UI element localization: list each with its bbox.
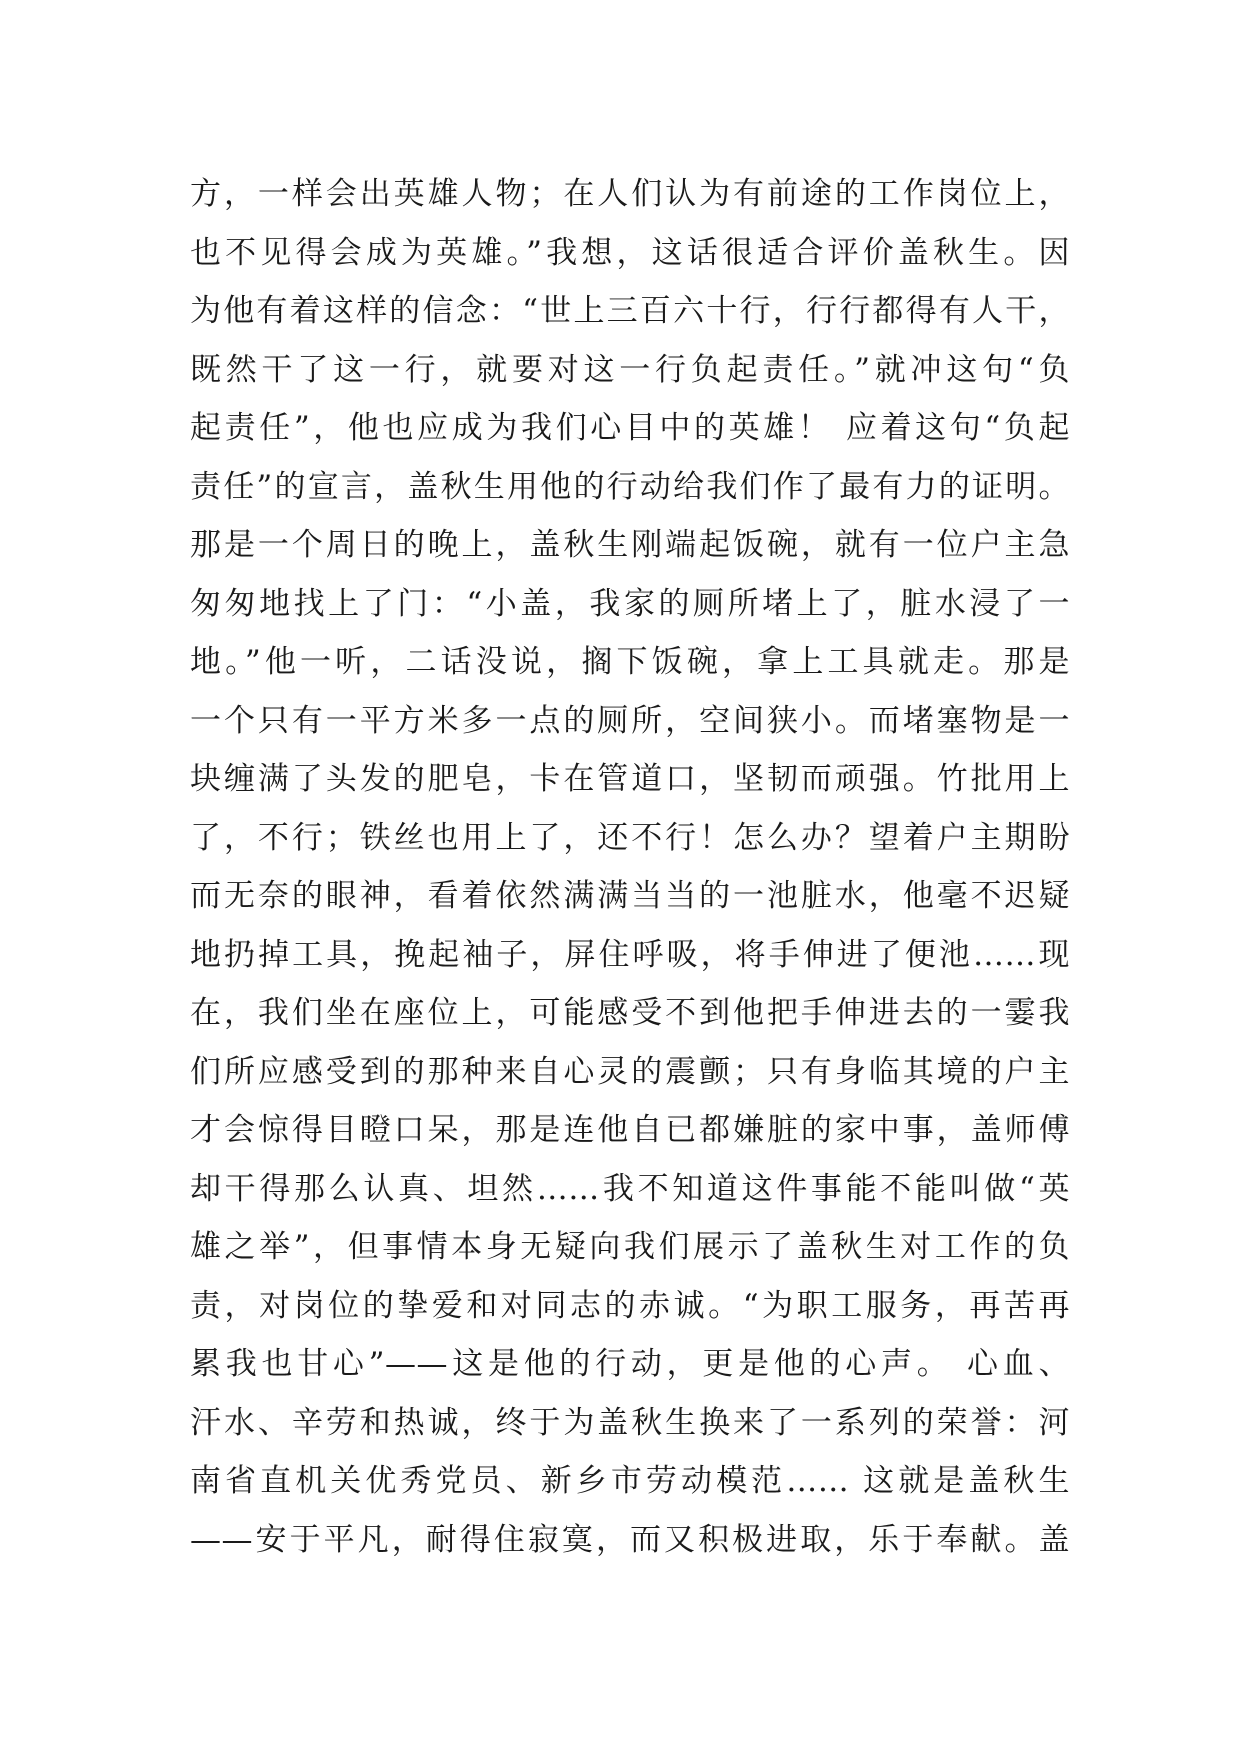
text-line-17: 才会惊得目瞪口呆，那是连他自已都嫌脏的家中事，盖师傅 xyxy=(190,1112,1070,1148)
text-line-19: 雄之举”，但事情本身无疑向我们展示了盖秋生对工作的负 xyxy=(190,1229,1070,1265)
text-line-11: 块缠满了头发的肥皂，卡在管道口，坚韧而顽强。竹批用上 xyxy=(190,761,1070,797)
text-line-8: 匆匆地找上了门：“小盖，我家的厕所堵上了，脏水浸了一 xyxy=(190,585,1070,622)
text-line-20: 责，对岗位的挚爱和对同志的赤诚。“为职工服务，再苦再 xyxy=(190,1287,1070,1324)
text-line-3: 为他有着这样的信念：“世上三百六十行，行行都得有人干， xyxy=(190,293,1070,329)
text-line-14: 地扔掉工具，挽起袖子，屏住呼吸，将手伸进了便池……现 xyxy=(190,936,1070,973)
text-line-1: 方，一样会出英雄人物；在人们认为有前途的工作岗位上， xyxy=(190,176,1070,212)
text-line-7: 那是一个周日的晚上，盖秋生刚端起饭碗，就有一位户主急 xyxy=(190,527,1070,563)
text-line-24: ——安于平凡，耐得住寂寞，而又积极进取，乐于奉献。盖 xyxy=(190,1521,1070,1558)
text-line-23: 南省直机关优秀党员、新乡市劳动模范…… 这就是盖秋生 xyxy=(190,1463,1070,1499)
text-line-15: 在，我们坐在座位上，可能感受不到他把手伸进去的一霎我 xyxy=(190,995,1070,1031)
text-line-2: 也不见得会成为英雄。”我想，这话很适合评价盖秋生。因 xyxy=(190,234,1070,271)
text-line-6: 责任”的宣言，盖秋生用他的行动给我们作了最有力的证明。 xyxy=(190,468,1070,505)
text-line-5: 起责任”，他也应成为我们心目中的英雄！ 应着这句“负起 xyxy=(190,410,1070,446)
text-line-4: 既然干了这一行，就要对这一行负起责任。”就冲这句“负 xyxy=(190,351,1070,388)
body-text xyxy=(190,165,1070,1569)
text-line-16: 们所应感受到的那种来自心灵的震颤；只有身临其境的户主 xyxy=(190,1053,1070,1090)
text-line-12: 了，不行；铁丝也用上了，还不行！怎么办？望着户主期盼 xyxy=(190,819,1070,856)
text-line-10: 一个只有一平方米多一点的厕所，空间狭小。而堵塞物是一 xyxy=(190,702,1070,739)
text-line-18: 却干得那么认真、坦然……我不知道这件事能不能叫做“英 xyxy=(190,1170,1070,1207)
text-line-9: 地。”他一听，二话没说，搁下饭碗，拿上工具就走。那是 xyxy=(190,644,1070,680)
text-line-21: 累我也甘心”——这是他的行动，更是他的心声。 心血、 xyxy=(190,1346,1070,1382)
text-line-22: 汗水、辛劳和热诚，终于为盖秋生换来了一系列的荣誉：河 xyxy=(190,1404,1070,1441)
text-line-13: 而无奈的眼神，看着依然满满当当的一池脏水，他毫不迟疑 xyxy=(190,878,1070,914)
